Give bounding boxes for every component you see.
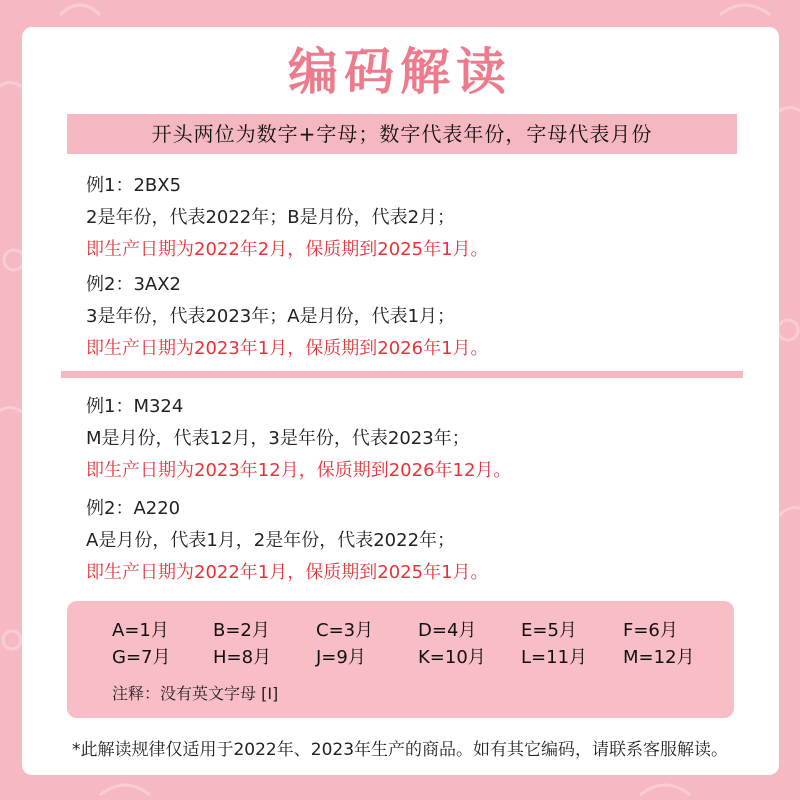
example-explain: 2是年份，代表2022年；B是月份，代表2月； (86, 207, 456, 228)
month-code-cell: E=5月 (521, 620, 577, 641)
example-result: 即生产日期为2022年1月，保质期到2025年1月。 (86, 562, 489, 583)
month-code-cell: A=1月 (112, 620, 169, 641)
example-label: 例1：M324 (86, 396, 184, 417)
month-code-cell: M=12月 (623, 647, 695, 668)
example-result: 即生产日期为2023年1月，保质期到2026年1月。 (86, 338, 489, 359)
section-divider (61, 371, 743, 378)
example-block (86, 174, 489, 262)
example-block (86, 497, 489, 585)
example-explain: A是月份，代表1月，2是年份，代表2022年； (86, 530, 456, 551)
rule-banner: 开头两位为数字+字母；数字代表年份，字母代表月份 (67, 114, 737, 154)
example-explain: M是月份，代表12月，3是年份，代表2023年； (86, 428, 470, 449)
month-code-cell: D=4月 (418, 620, 477, 641)
example-result: 即生产日期为2023年12月，保质期到2026年12月。 (86, 460, 512, 481)
month-code-cell: F=6月 (623, 620, 678, 641)
month-code-cell: H=8月 (213, 647, 272, 668)
example-label: 例2：A220 (86, 498, 181, 519)
page-title: 编码解读 (288, 43, 512, 101)
note-text: 注释：没有英文字母 [I] (112, 684, 279, 703)
example-result: 即生产日期为2022年2月，保质期到2025年1月。 (86, 239, 489, 260)
example-label: 例2：3AX2 (86, 274, 182, 295)
example-explain: 3是年份，代表2023年；A是月份，代表1月； (86, 306, 456, 327)
example-block (86, 395, 511, 483)
month-code-cell: C=3月 (316, 620, 374, 641)
footer-disclaimer: *此解读规律仅适用于2022年、2023年生产的商品。如有其它编码，请联系客服解读。 (71, 740, 729, 760)
month-code-cell: K=10月 (418, 647, 486, 668)
example-block (86, 273, 489, 361)
month-code-cell: J=9月 (316, 647, 366, 668)
month-code-cell: B=2月 (213, 620, 270, 641)
month-code-cell: G=7月 (112, 647, 171, 668)
month-code-cell: L=11月 (521, 647, 588, 668)
example-label: 例1：2BX5 (86, 175, 182, 196)
